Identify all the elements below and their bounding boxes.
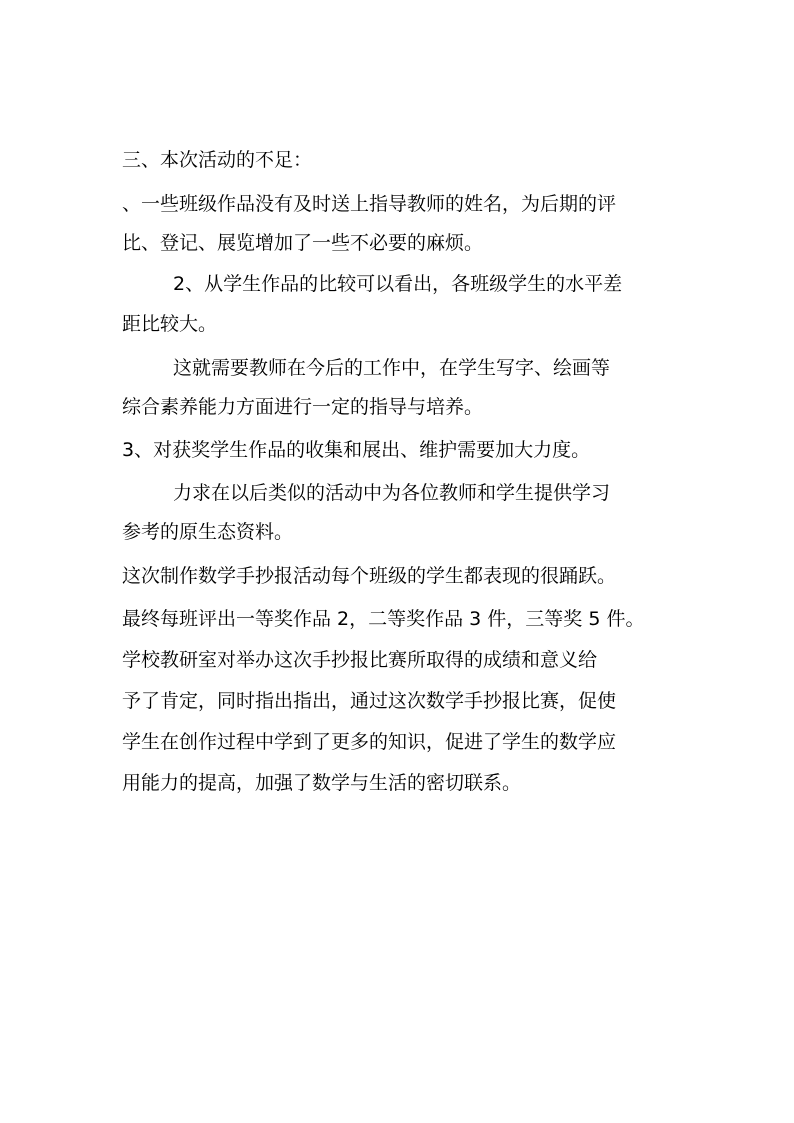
- paragraph-line: 用能力的提高，加强了数学与生活的密切联系。: [122, 772, 522, 794]
- paragraph-line: 参考的原生态资料。: [122, 521, 294, 543]
- paragraph-line: 这次制作数学手抄报活动每个班级的学生都表现的很踊跃。: [122, 565, 617, 587]
- paragraph-line: 比、登记、展览增加了一些不必要的麻烦。: [122, 232, 484, 254]
- paragraph-line: 力求在以后类似的活动中为各位教师和学生提供学习: [173, 482, 611, 504]
- paragraph-line: 3、对获奖学生作品的收集和展出、维护需要加大力度。: [122, 439, 591, 461]
- paragraph-line: 学校教研室对举办这次手抄报比赛所取得的成绩和意义给: [122, 649, 598, 671]
- paragraph-line: 、一些班级作品没有及时送上指导教师的姓名，为后期的评: [122, 193, 617, 215]
- paragraph-line: 予了肯定，同时指出指出，通过这次数学手抄报比赛，促使: [122, 690, 617, 712]
- paragraph-line: 2、从学生作品的比较可以看出，各班级学生的水平差: [173, 273, 623, 295]
- paragraph-line: 距比较大。: [122, 313, 218, 335]
- paragraph-line: 最终每班评出一等奖作品 2，二等奖作品 3 件，三等奖 5 件。: [122, 608, 645, 630]
- paragraph-line: 学生在创作过程中学到了更多的知识，促进了学生的数学应: [122, 731, 617, 753]
- section-heading: 三、本次活动的不足：: [122, 149, 313, 171]
- paragraph-line: 综合素养能力方面进行一定的指导与培养。: [122, 396, 484, 418]
- paragraph-line: 这就需要教师在今后的工作中，在学生写字、绘画等: [173, 357, 611, 379]
